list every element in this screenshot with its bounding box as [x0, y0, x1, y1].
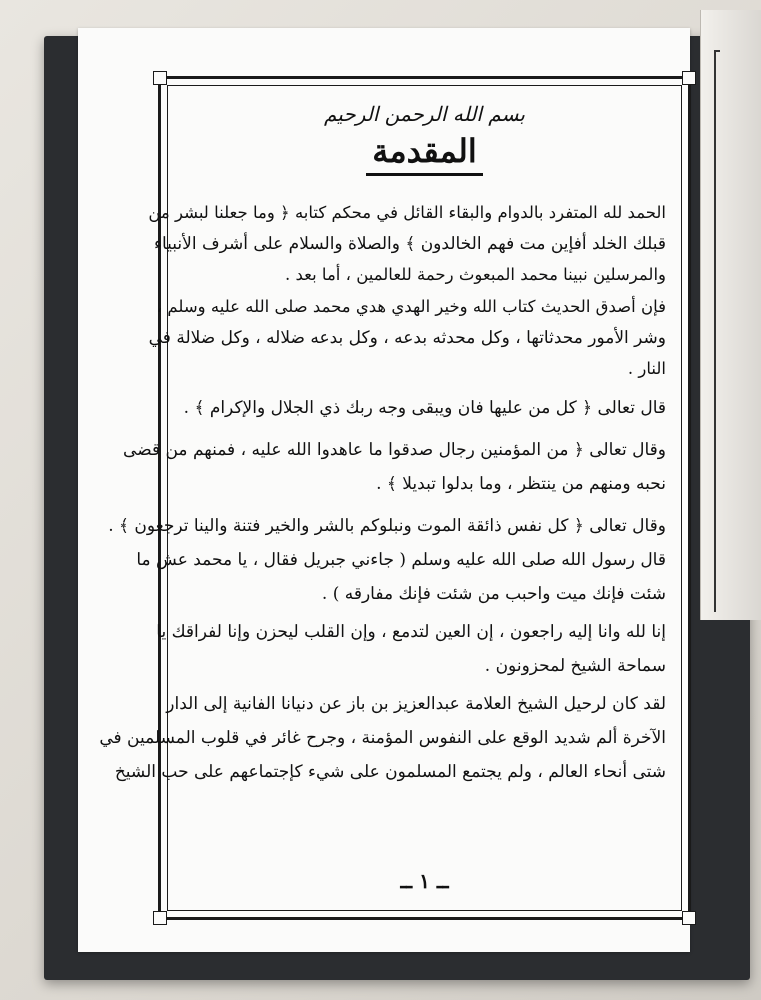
page-title: المقدمة: [366, 131, 482, 176]
body-text: [99, 199, 666, 789]
text-line: قال تعالى ﴿ كل من عليها فان ويبقى وجه ربك ذي الجلال والإكرام ﴾ .: [183, 398, 666, 418]
text-line: شتى أنحاء العالم ، ولم يجتمع المسلمون على شيء كإجتماعهم على حب الشيخ: [114, 762, 666, 782]
frame-corner-ornament: [682, 71, 696, 85]
text-line: نحبه ومنهم من ينتظر ، وما بدلوا تبديلا ﴾ .: [376, 474, 666, 494]
text-line: الحمد لله المتفرد بالدوام والبقاء القائل في محكم كتابه ﴿ وما جعلنا لبشر من: [148, 203, 666, 222]
text-line: وشر الأمور محدثاتها ، وكل محدثه بدعه ، وكل بدعه ضلاله ، وكل ضلالة في: [148, 328, 666, 348]
text-line: شئت فإنك ميت واحبب من شئت فإنك مفارقه ) .: [321, 584, 666, 604]
page-content: [99, 93, 666, 897]
adjacent-page-frame: [714, 50, 720, 612]
text-line: وقال تعالى ﴿ من المؤمنين رجال صدقوا ما عاهدوا الله عليه ، فمنهم من قضى: [123, 440, 666, 460]
text-line: فإن أصدق الحديث كتاب الله وخير الهدي هدي محمد صلى الله عليه وسلم ،: [156, 297, 666, 316]
heading-wrap: [183, 131, 666, 181]
page-number: ــ ١ ــ: [400, 869, 449, 893]
frame-corner-ornament: [682, 911, 696, 925]
text-line: والمرسلين نبينا محمد المبعوث رحمة للعالمين ، أما بعد .: [284, 265, 666, 284]
text-line: إنا لله وانا إليه راجعون ، إن العين لتدمع ، وإن القلب ليحزن وإنا لفراقك يا: [156, 622, 666, 642]
frame-corner-ornament: [153, 71, 167, 85]
text-line: النار .: [627, 359, 666, 378]
text-line: قبلك الخلد أفإين مت فهم الخالدون ﴾ والصلاة والسلام على أشرف الأنبياء: [153, 234, 666, 254]
book-page: [78, 28, 690, 952]
frame-corner-ornament: [153, 911, 167, 925]
text-line: لقد كان لرحيل الشيخ العلامة عبدالعزيز بن باز عن دنيانا الفانية إلى الدار: [166, 694, 666, 714]
adjacent-page: [700, 10, 761, 620]
basmala-calligraphy: بسم الله الرحمن الرحيم: [323, 102, 525, 126]
text-line: وقال تعالى ﴿ كل نفس ذائقة الموت ونبلوكم بالشر والخير فتنة والينا ترجعون ﴾ .: [108, 516, 666, 536]
text-line: قال رسول الله صلى الله عليه وسلم ( جاءني جبريل فقال ، يا محمد عش ما: [136, 550, 666, 570]
text-line: الآخرة ألم شديد الوقع على النفوس المؤمنة ، وجرح غائر في قلوب المسلمين في: [99, 728, 666, 748]
text-line: سماحة الشيخ لمحزونون .: [484, 656, 666, 676]
page-border-frame: [99, 76, 691, 920]
